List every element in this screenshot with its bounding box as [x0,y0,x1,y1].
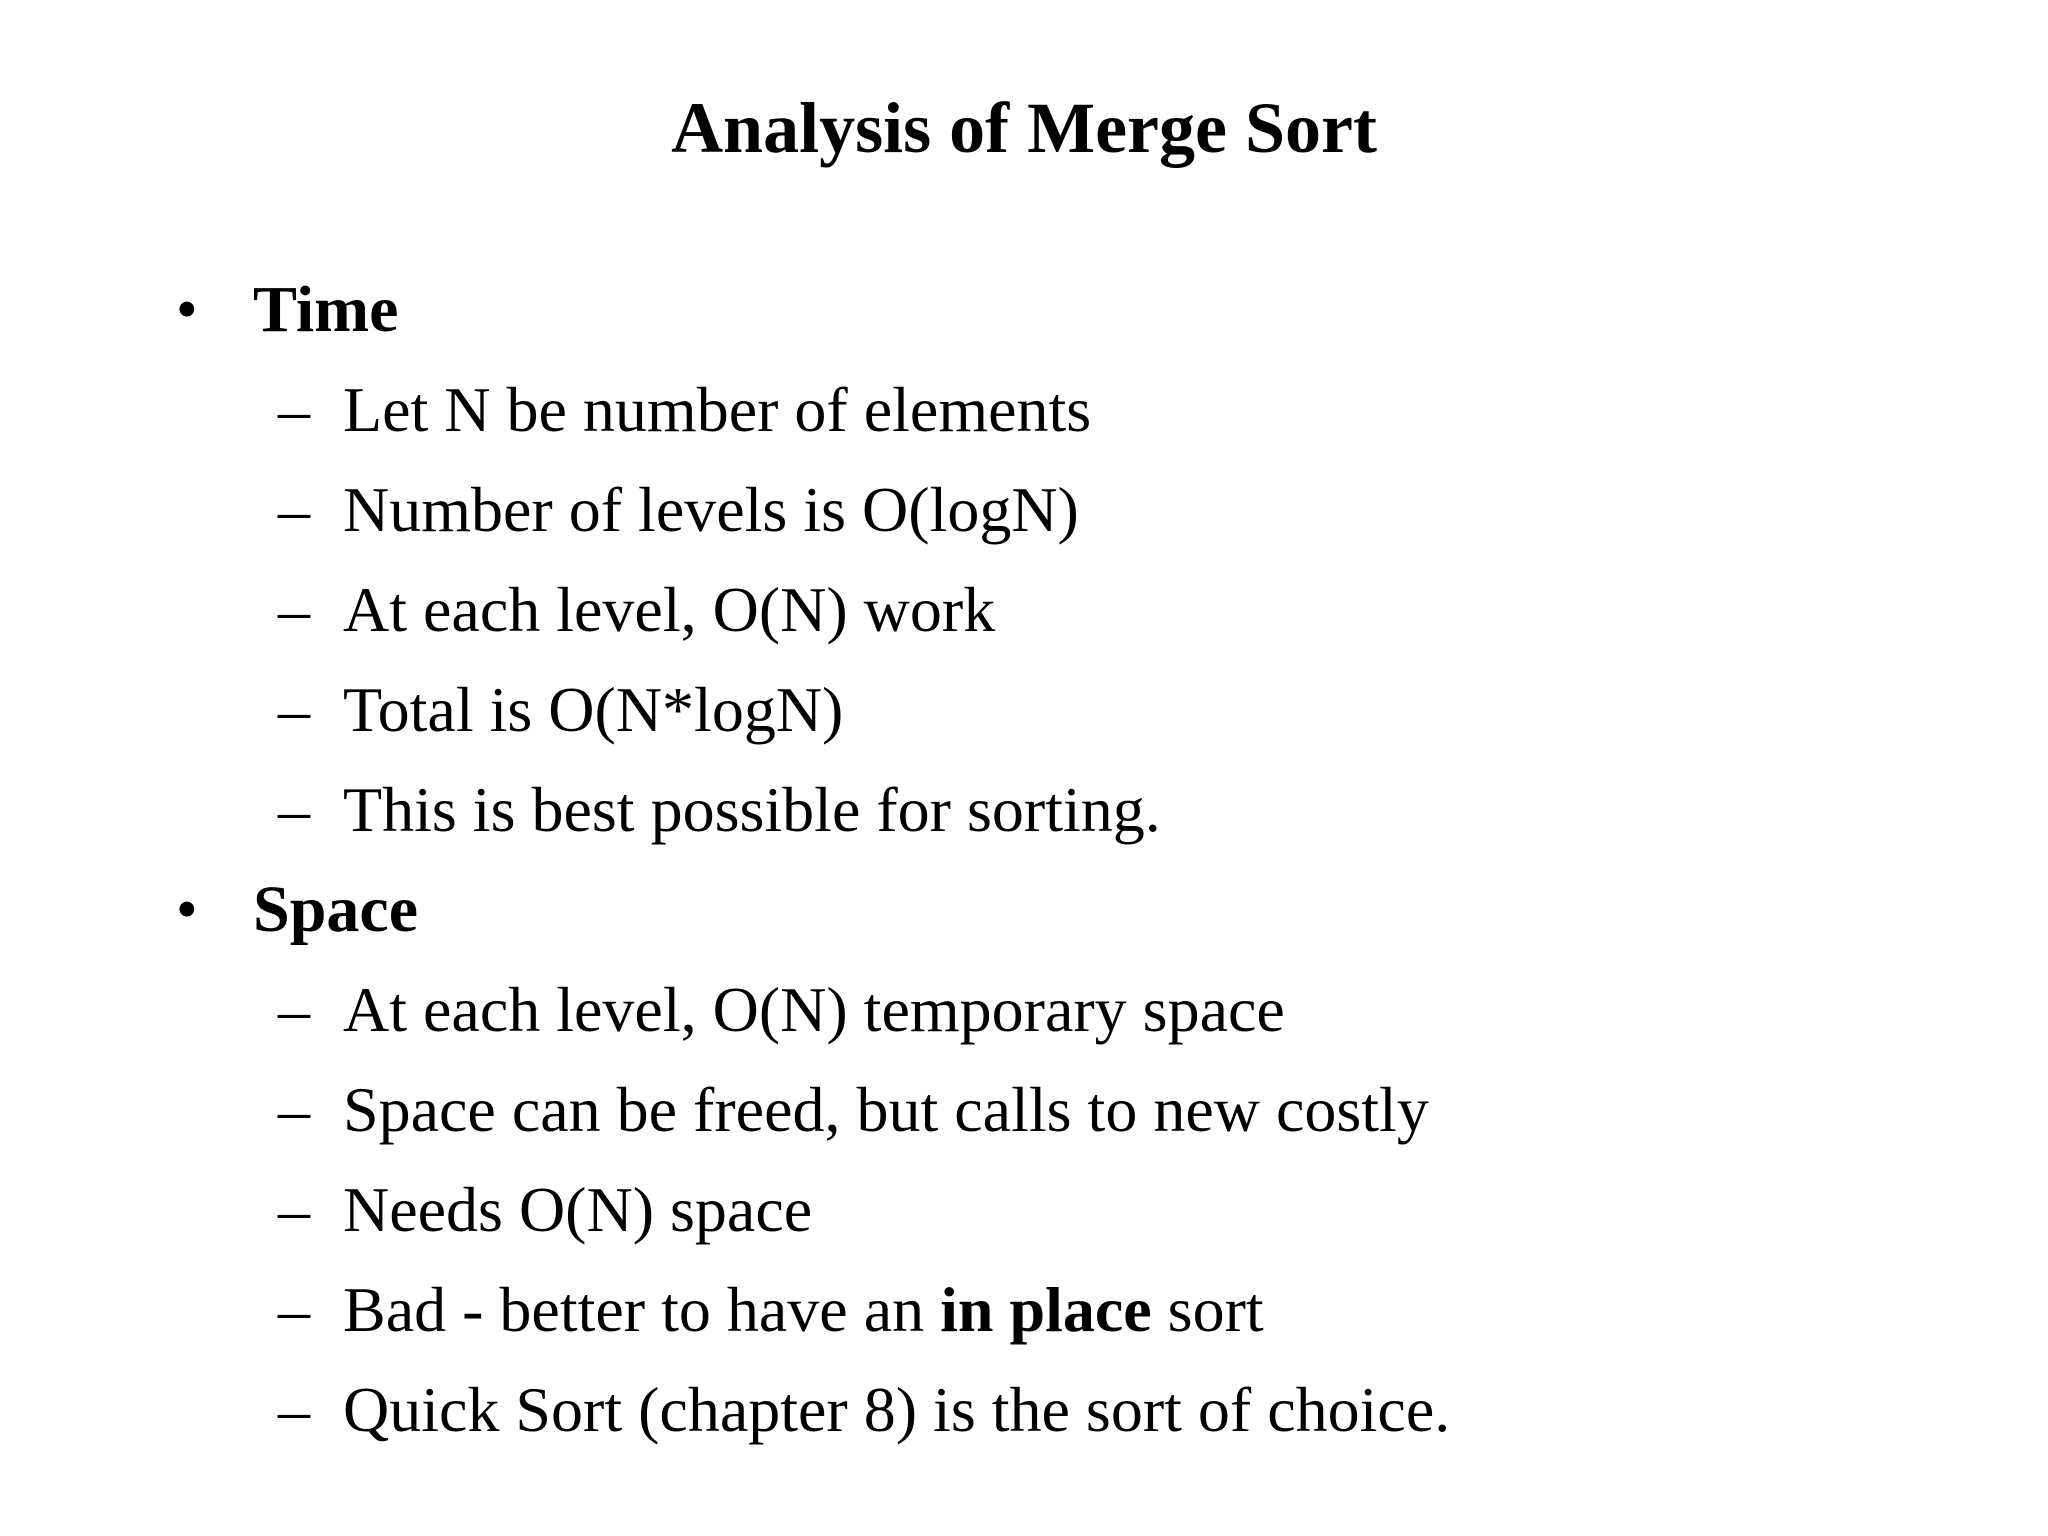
sub-item-text: Quick Sort (chapter 8) is the sort of choice. [343,1374,1451,1445]
dash-icon: – [278,1274,310,1345]
bullet-heading-time: Time [253,273,399,346]
dash-icon: – [278,474,310,545]
sub-item-text-bold: in place [940,1274,1152,1345]
dash-icon: – [278,1374,310,1445]
sub-item [0,1165,2048,1255]
sub-item-text: Let N be number of elements [343,374,1092,445]
sub-item-text: Needs O(N) space [343,1174,813,1245]
sub-item-text: At each level, O(N) work [343,574,996,645]
sub-item [0,1065,2048,1155]
dash-icon: – [278,674,310,745]
sub-item-text-before: Bad - better to have an [343,1274,941,1345]
sub-item [0,1265,2048,1355]
bullet-dot-icon: • [176,276,198,344]
sub-item-text [343,1265,1264,1355]
sub-item [0,465,2048,555]
bullet-time [0,265,2048,355]
sub-item-text-after: sort [1151,1274,1264,1345]
sub-item-text: Space can be freed, but calls to new costly [343,1074,1429,1145]
sub-item-text: At each level, O(N) temporary space [343,974,1285,1045]
dash-icon: – [278,974,310,1045]
sub-item [0,665,2048,755]
dash-icon: – [278,374,310,445]
dash-icon: – [278,574,310,645]
sub-item-text: Total is O(N*logN) [343,674,844,745]
bullet-dot-icon: • [176,876,198,944]
sub-item [0,365,2048,455]
dash-icon: – [278,1074,310,1145]
bullet-space [0,865,2048,955]
sub-item-text: Number of levels is O(logN) [343,474,1079,545]
dash-icon: – [278,774,310,845]
bullet-heading-space: Space [253,873,418,946]
sub-item [0,1365,2048,1455]
sub-item-text: This is best possible for sorting. [343,774,1161,845]
sub-item [0,965,2048,1055]
sub-item [0,765,2048,855]
slide-title: Analysis of Merge Sort [671,88,1377,168]
dash-icon: – [278,1174,310,1245]
sub-item [0,565,2048,655]
